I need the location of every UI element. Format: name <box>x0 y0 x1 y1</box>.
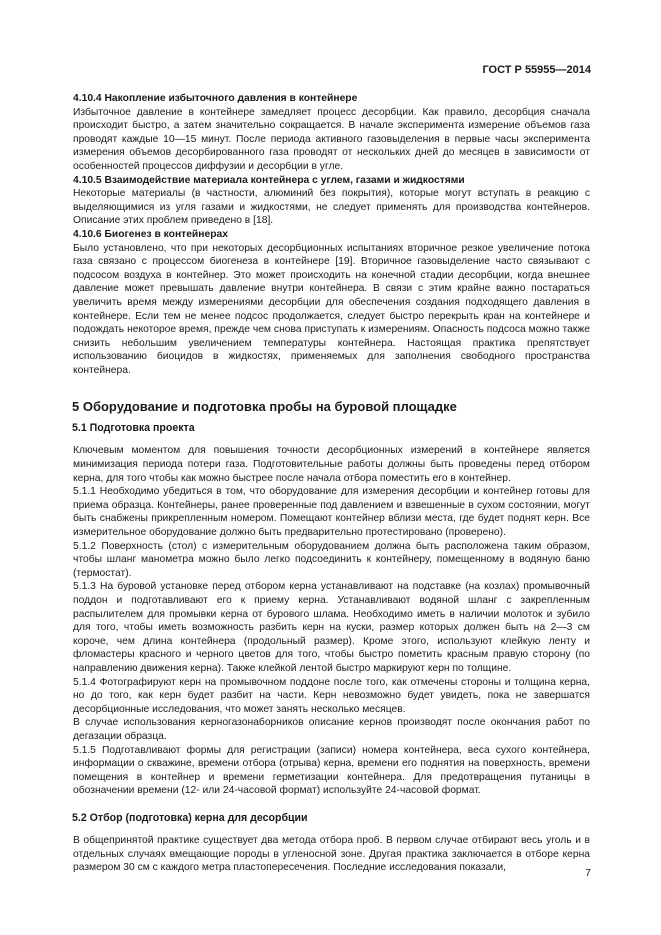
page-content <box>73 92 590 875</box>
document-id-header: ГОСТ Р 55955—2014 <box>482 64 591 76</box>
section-5-1-paragraph: Ключевым моментом для повышения точности десорбционных измерений в контейнере является минимизация периода потери газа. Подготовительные работы должны быть проведены перед отбором керна, для того чтобы как можно быстрее после начала отбора поместить его в контейнер. <box>73 445 590 484</box>
section-4-10-4-paragraph: Избыточное давление в контейнере замедляет процесс десорбции. Как правило, десорбция сначала происходит быстро, а затем значительно сокращается. В начале эксперимента измерение объемов газа проводят каждые 10—15 минут. После периода активного газовыделения в первые часы эксперимента измерения объемов десорбированного газа проводят от нескольких дней до месяцев в зависимости от особенностей процессов диффузии и десорбции в угле. <box>73 106 590 172</box>
section-5-2-paragraph: В общепринятой практике существует два метода отбора проб. В первом случае отбирают весь уголь и в отдельных случаях вмещающие породы в угленосной зоне. Другая практика заключается в отборе керна размером 30 см с каждого метра пластопересечения. Последние исследования показали, <box>73 834 590 874</box>
section-5-1-2-paragraph: 5.1.2 Поверхность (стол) с измерительным оборудованием должна быть расположена таким образом, чтобы шланг манометра можно было легко подсоединить к контейнеру, помещенному в водяную баню (термостат). <box>73 540 590 579</box>
section-4-10-6-title: 4.10.6 Биогенез в контейнерах <box>73 228 228 240</box>
section-5-title: 5 Оборудование и подготовка пробы на буровой площадке <box>72 399 457 415</box>
section-4-10-5-paragraph: Некоторые материалы (в частности, алюминий без покрытия), которые могут вступать в реакцию с выделяющимися из угля газами и жидкостями, не следует применять для производства контейнеров. Описание этих проблем приведено в [18]. <box>73 188 590 227</box>
section-5-1-3-paragraph: 5.1.3 На буровой установке перед отбором керна устанавливают на подставке (на козлах) промывочный поддон и подготавливают его к приему керна. Устанавливают водяной шланг с закрепленным распылителем для промывки керна от бурового шлама. Необходимо иметь в наличии молоток и зубило для того, чтобы иметь возможность разбить керн на куски, размер которых должен быть на 2—3 см короче, чем длина контейнера (продольный размер). Кроме этого, используют клейкую ленту и фломастеры красного и черного цветов для того, чтобы быстро пометить красным правую сторону (по направлению движения керна). Также клейкой лентой быстро маркируют керн по толщине. <box>73 581 590 674</box>
section-5-1-title: 5.1 Подготовка проекта <box>72 422 195 435</box>
section-5-1-1-paragraph: 5.1.1 Необходимо убедиться в том, что оборудование для измерения десорбции и контейнер готовы для приема образца. Контейнеры, ранее проверенные под давлением и взвешенные в сухом состоянии, могут быть снабжены прикрепленным номером. Помещают контейнер вблизи места, где будет поднят керн. Все измерительное оборудование должно быть предварительно протестировано (проверено). <box>73 486 590 539</box>
section-5-1-4-extra-paragraph: В случае использования керногазонаборников описание кернов производят после окончания работ по дегазации образца. <box>73 717 590 742</box>
section-5-1-4-paragraph: 5.1.4 Фотографируют керн на промывочном поддоне после того, как отмечены стороны и толщина керна, но до того, как керн будет разбит на части. Керн невозможно будет увидеть, пока не завершатся десорбционные исследования, что может занять несколько месяцев. <box>73 676 590 715</box>
section-4-10-5-title: 4.10.5 Взаимодействие материала контейнера с углем, газами и жидкостями <box>73 174 465 186</box>
section-4-10-6-paragraph: Было установлено, что при некоторых десорбционных испытаниях вторичное резкое увеличение потока газа связано с процессом биогенеза в контейнере [19]. Вторичное газовыделение часто связывают с подсосом воздуха в контейнер. Это может происходить на конечной стадии десорбции, когда внешнее давление может превышать давление внутри контейнера. В связи с этим крайне важно постараться увеличить время между измерениями десорбции для обеспечения создания подходящего давления в контейнере. Если тем не менее подсос продолжается, следует быстро перекрыть кран на контейнере и подождать некоторое время, прежде чем снова приступать к измерениям. Опасность подсоса можно также снизить небольшим увеличением температуры контейнера. Настоящая практика препятствует использованию биоцидов в жидкостях, применяемых для заполнения свободного пространства контейнера. <box>73 242 590 376</box>
page-number: 7 <box>585 868 591 879</box>
section-5-1-5-paragraph: 5.1.5 Подготавливают формы для регистрации (записи) номера контейнера, веса сухого контейнера, информации о скважине, времени отбора (отрыва) керна, времени его поднятия на поверхность, времени помещения в контейнер и времени герметизации контейнера. Для предотвращения путаницы в обозначении времени (12- или 24-часовой формат) используйте 24-часовой формат. <box>73 744 590 797</box>
section-5-2-title: 5.2 Отбор (подготовка) керна для десорбции <box>72 811 308 824</box>
section-4-10-4-title: 4.10.4 Накопление избыточного давления в контейнере <box>73 93 358 104</box>
